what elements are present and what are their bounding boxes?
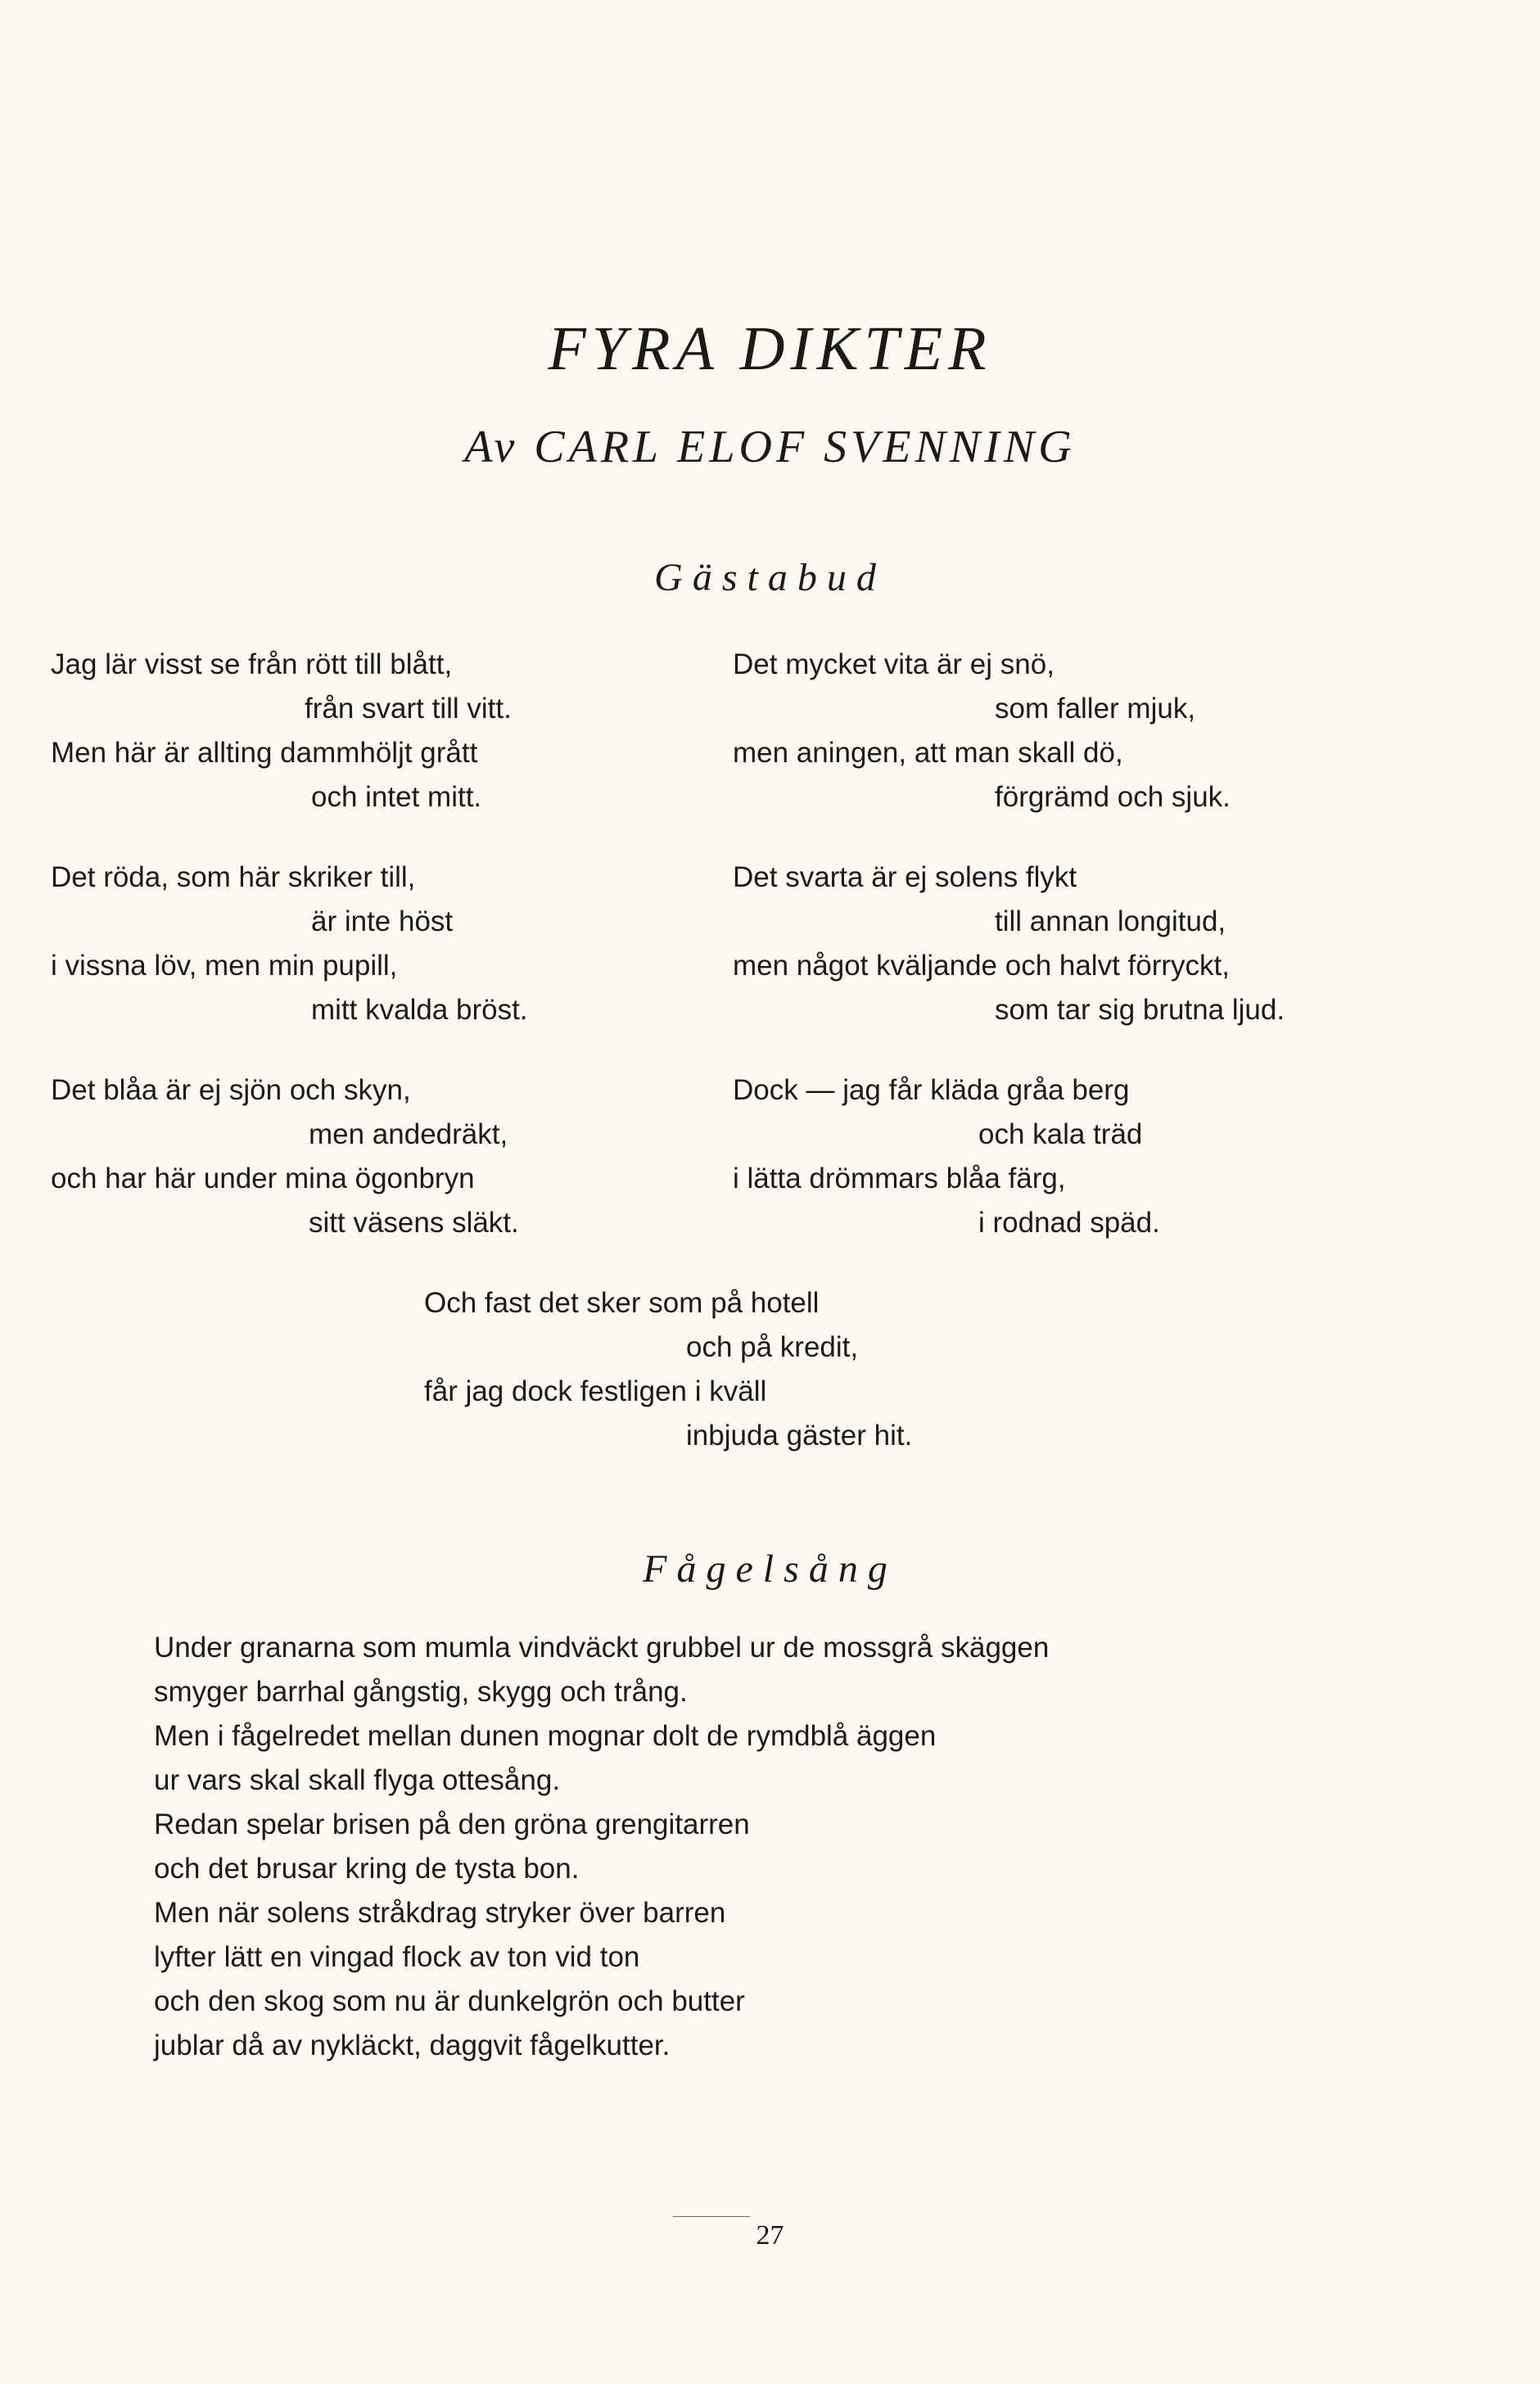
poem-line: Det röda, som här skriker till, [51,861,416,893]
poem-line: och har här under mina ögonbryn [51,1163,475,1194]
poem-line: Men i fågelredet mellan dunen mognar dolt de rymdblå äggen [154,1720,937,1752]
poem-line: Det blåa är ej sjön och skyn, [51,1074,411,1106]
poem-line: och kala träd [978,1118,1143,1150]
stanza-3 [51,856,528,1032]
poem-line: förgrämd och sjuk. [995,781,1231,813]
page-number: 27 [756,2220,784,2251]
poem-line: Jag lär visst se från rött till blått, [51,648,453,680]
poem-line: men aningen, att man skall dö, [733,737,1123,769]
poem-line: Redan spelar brisen på den gröna grengitarren [154,1808,750,1840]
poem-line: och det brusar kring de tysta bon. [154,1853,580,1885]
poem-line: i rodnad späd. [978,1207,1160,1239]
poem-line: som tar sig brutna ljud. [995,994,1285,1026]
poem-title-gastabud: Gästabud [654,556,886,599]
poem-line: Dock — jag får kläda gråa berg [733,1074,1130,1106]
article-title: FYRA DIKTER [548,314,992,383]
poem-line: Och fast det sker som på hotell [424,1287,820,1319]
poem-line: lyfter lätt en vingad flock av ton vid ton [154,1941,640,1973]
stanza-5 [51,1068,519,1245]
poem-line: Men när solens stråkdrag stryker över barren [154,1897,726,1929]
poem-line: från svart till vitt. [305,693,512,725]
poem-line: i vissna löv, men min pupill, [51,950,398,982]
poem-line: men något kväljande och halvt förryckt, [733,950,1230,982]
author-line: Av CARL ELOF SVENNING [464,422,1076,472]
stanza-7 [424,1281,912,1458]
poem-line: som faller mjuk, [995,693,1196,725]
stanza-1 [51,643,512,820]
poem-line: Det svarta är ej solens flykt [733,861,1077,893]
poem-line: och på kredit, [686,1331,859,1363]
poem-line: är inte höst [311,905,454,937]
stanza-4 [733,856,1285,1032]
stanza-2 [733,643,1231,820]
poem-line: Det mycket vita är ej snö, [733,648,1055,680]
poem-line: mitt kvalda bröst. [311,994,528,1026]
poem-line: i lätta drömmars blåa färg, [733,1163,1066,1194]
poem-line: får jag dock festligen i kväll [424,1375,767,1407]
poem-line: inbjuda gäster hit. [686,1420,913,1452]
stanza-6 [733,1068,1160,1245]
poem-title-fagelsang: Fågelsång [643,1547,897,1591]
poem-line: och den skog som nu är dunkelgrön och butter [154,1985,745,2017]
poem-line: Men här är allting dammhöljt grått [51,737,478,769]
poem-line: jublar då av nykläckt, daggvit fågelkutter. [154,2030,671,2061]
poem-line: smyger barrhal gångstig, skygg och trång. [154,1676,688,1708]
poem-fagelsang [154,1626,1049,2068]
poem-line: och intet mitt. [311,781,482,813]
poem-line: ur vars skal skall flyga ottesång. [154,1764,561,1796]
poem-line: till annan longitud, [995,905,1226,937]
poem-line: sitt väsens släkt. [309,1207,519,1239]
page-number-rule [673,2216,750,2217]
poem-line: men andedräkt, [309,1118,508,1150]
poem-line: Under granarna som mumla vindväckt grubbel ur de mossgrå skäggen [154,1632,1050,1664]
